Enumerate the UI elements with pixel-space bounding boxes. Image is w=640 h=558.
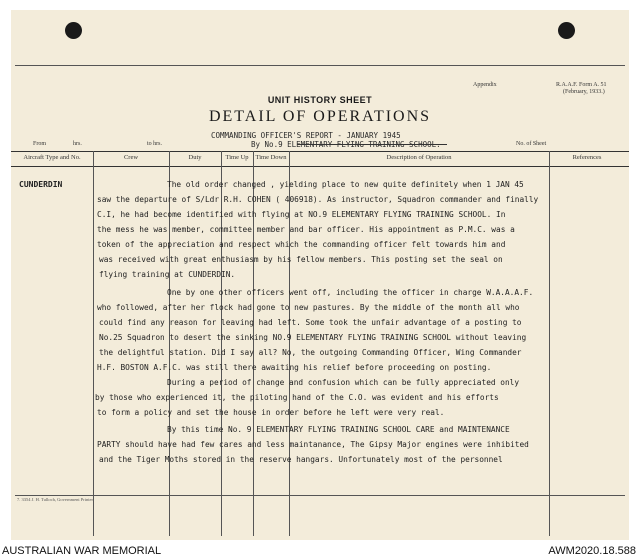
col-time-down: Time Down (255, 154, 287, 161)
text-line: token of the appreciation and respect which the commanding officer felt towards him and (97, 240, 506, 249)
strike-line (297, 144, 447, 145)
text-line: the mess he was member, committee member and bar officer. His appointment as P.M.C. was a (97, 225, 515, 234)
archive-reference: AWM2020.18.588 (548, 545, 636, 557)
column-header-row (11, 151, 629, 167)
top-rule (15, 65, 625, 66)
hrs-label: hrs. (73, 141, 82, 147)
from-label: From (33, 141, 47, 147)
text-line: to form a policy and set the house in order before he left were very real. (97, 408, 445, 417)
column-divider (93, 151, 94, 536)
punch-hole-right (558, 22, 575, 39)
to-hrs-label: to hrs. (147, 141, 162, 147)
sheet-number-label: No. of Sheet (516, 141, 547, 147)
text-line: was received with great enthusiasm by his fellow members. This posting set the seal on (99, 255, 503, 264)
text-line: During a period of change and confusion which can be fully appreciated only (167, 378, 520, 387)
text-line: who followed, after her flock had gone to new pastures. By the middle of the month all who (97, 303, 520, 312)
appendix-label: Appendix (473, 82, 497, 88)
text-line: C.I, he had become identified with flying at NO.9 ELEMENTARY FLYING TRAINING SCHOOL. In (97, 210, 506, 219)
column-divider (221, 151, 222, 536)
archive-credit: AUSTRALIAN WAR MEMORIAL (2, 545, 162, 557)
text-line: saw the departure of S/Ldr R.H. COHEN ( 406918). As instructor, Squadron commander and finally (97, 195, 539, 204)
station-name: CUNDERDIN (19, 180, 63, 189)
document-sheet (11, 10, 629, 540)
text-line: PARTY should have had few cares and less maintanance, The Gipsy Major engines were inhibited (97, 440, 529, 449)
col-description: Description of Operation (386, 154, 452, 161)
text-line: and the Tiger Moths stored in the reserve hangars. Unfortunately most of the personnel (99, 455, 503, 464)
form-number: R.A.A.F. Form A. 51 (556, 82, 607, 88)
form-date: (February, 1933.) (563, 89, 605, 95)
col-references: References (572, 154, 602, 161)
punch-hole-left (65, 22, 82, 39)
col-crew: Crew (123, 154, 139, 161)
sheet-title: DETAIL OF OPERATIONS (208, 108, 432, 125)
report-school: By No.9 ELEMENTARY FLYING TRAINING SCHOOL. (251, 140, 441, 149)
bottom-rule (15, 495, 625, 496)
col-duty: Duty (188, 154, 202, 161)
text-line: H.F. BOSTON A.F.C. was still there awaiting his relief before proceeding on posting. (97, 363, 492, 372)
column-divider (169, 151, 170, 536)
report-title: COMMANDING OFFICER'S REPORT - JANUARY 1945 (211, 131, 401, 140)
text-line: No.25 Squadron to desert the sinking NO.9 ELEMENTARY FLYING TRAINING SCHOOL without leaving (99, 333, 527, 342)
text-line: One by one other officers went off, including the officer in charge W.A.A.A.F. (167, 288, 534, 297)
text-line: the delightful station. Did I say all? No, the outgoing Commanding Officer, Wing Commander (99, 348, 522, 357)
sheet-heading: UNIT HISTORY SHEET (267, 95, 373, 105)
text-line: By this time No. 9 ELEMENTARY FLYING TRAINING SCHOOL CARE and MAINTENANCE (167, 425, 510, 434)
text-line: flying training at CUNDERDIN. (99, 270, 236, 279)
printer-imprint: 7. 3354 J. H. Tulloch, Government Printer. (17, 497, 94, 502)
col-aircraft: Aircraft Type and No. (23, 154, 81, 161)
text-line: by those who experienced it, the piloting hand of the C.O. was evident and his efforts (95, 393, 499, 402)
column-divider (289, 151, 290, 536)
column-divider (549, 151, 550, 536)
text-line: could find any reason for leaving had left. Some took the unfair advantage of a posting to (99, 318, 522, 327)
col-time-up: Time Up (225, 154, 249, 161)
text-line: The old order changed , yielding place to new quite definitely when 1 JAN 45 (167, 180, 524, 189)
column-divider (253, 151, 254, 536)
